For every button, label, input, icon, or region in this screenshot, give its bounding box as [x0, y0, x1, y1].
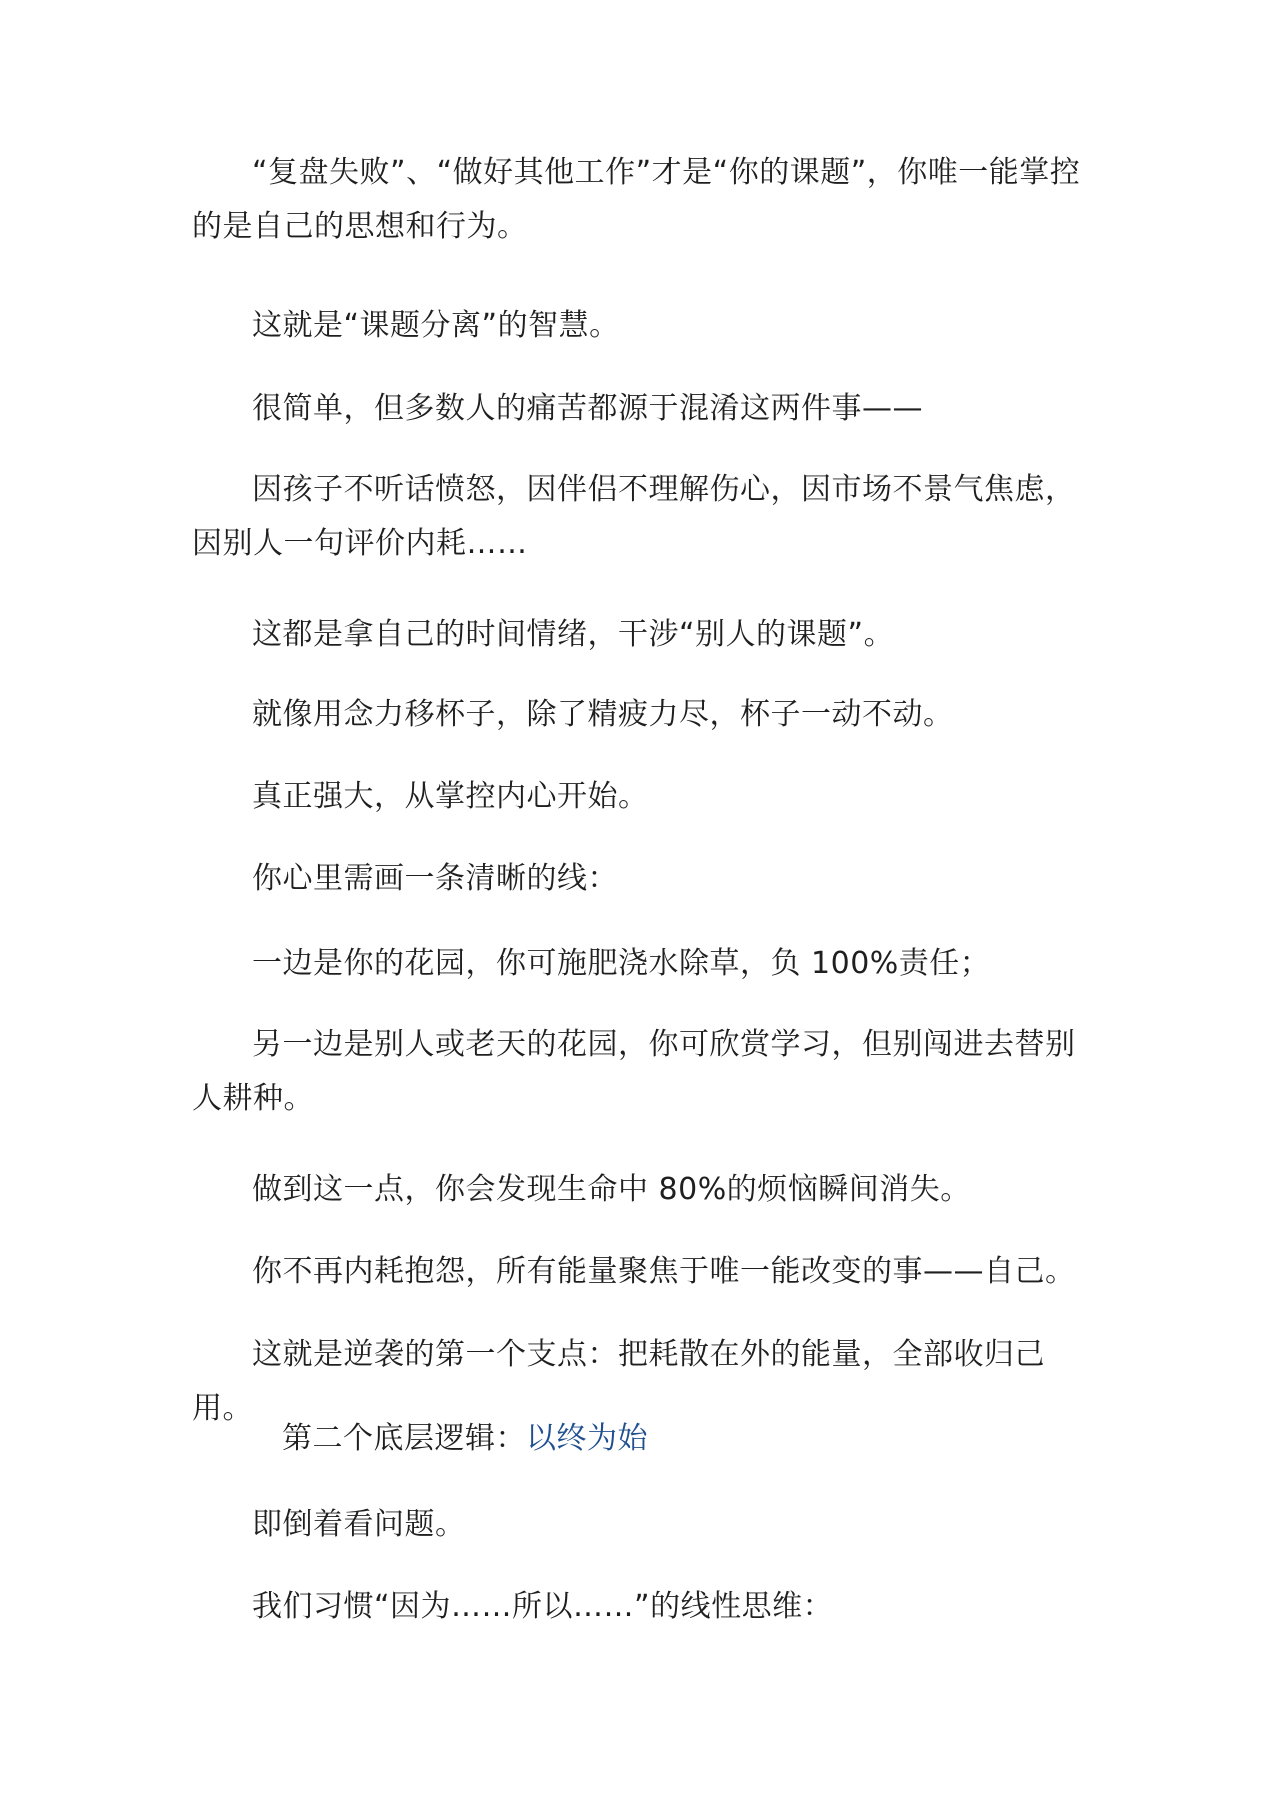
paragraph-11: 做到这一点，你会发现生命中 80%的烦恼瞬间消失。 [252, 1172, 971, 1207]
paragraph-4: 因孩子不听话愤怒，因伴侣不理解伤心，因市场不景气焦虑，因别人一句评价内耗…… [192, 472, 1076, 561]
section-heading [192, 1412, 1082, 1466]
paragraph-9: 一边是你的花园，你可施肥浇水除草，负 100%责任； [252, 946, 991, 981]
paragraph-3: 很简单，但多数人的痛苦都源于混淆这两件事—— [252, 391, 923, 426]
paragraph-10: 另一边是别人或老天的花园，你可欣赏学习，但别闯进去替别人耕种。 [192, 1027, 1076, 1116]
paragraph-6: 就像用念力移杯子，除了精疲力尽，杯子一动不动。 [252, 697, 954, 732]
paragraph-7: 真正强大，从掌控内心开始。 [252, 779, 649, 814]
paragraph-2: 这就是“课题分离”的智慧。 [252, 308, 620, 343]
paragraph-8: 你心里需画一条清晰的线： [252, 861, 618, 896]
section-heading-prefix: 第二个底层逻辑： [282, 1421, 526, 1456]
paragraph-1: “复盘失败”、“做好其他工作”才是“你的课题”，你唯一能掌控的是自己的思想和行为。 [192, 155, 1081, 244]
paragraph-13: 这就是逆袭的第一个支点：把耗散在外的能量，全部收归己用。 [192, 1337, 1045, 1426]
paragraph-15: 我们习惯“因为……所以……”的线性思维： [252, 1589, 834, 1624]
paragraph-5: 这都是拿自己的时间情绪，干涉“别人的课题”。 [252, 617, 895, 652]
section-heading-link[interactable]: 以终为始 [526, 1421, 648, 1456]
paragraph-12: 你不再内耗抱怨，所有能量聚焦于唯一能改变的事——自己。 [252, 1254, 1076, 1289]
paragraph-14: 即倒着看问题。 [252, 1507, 466, 1542]
